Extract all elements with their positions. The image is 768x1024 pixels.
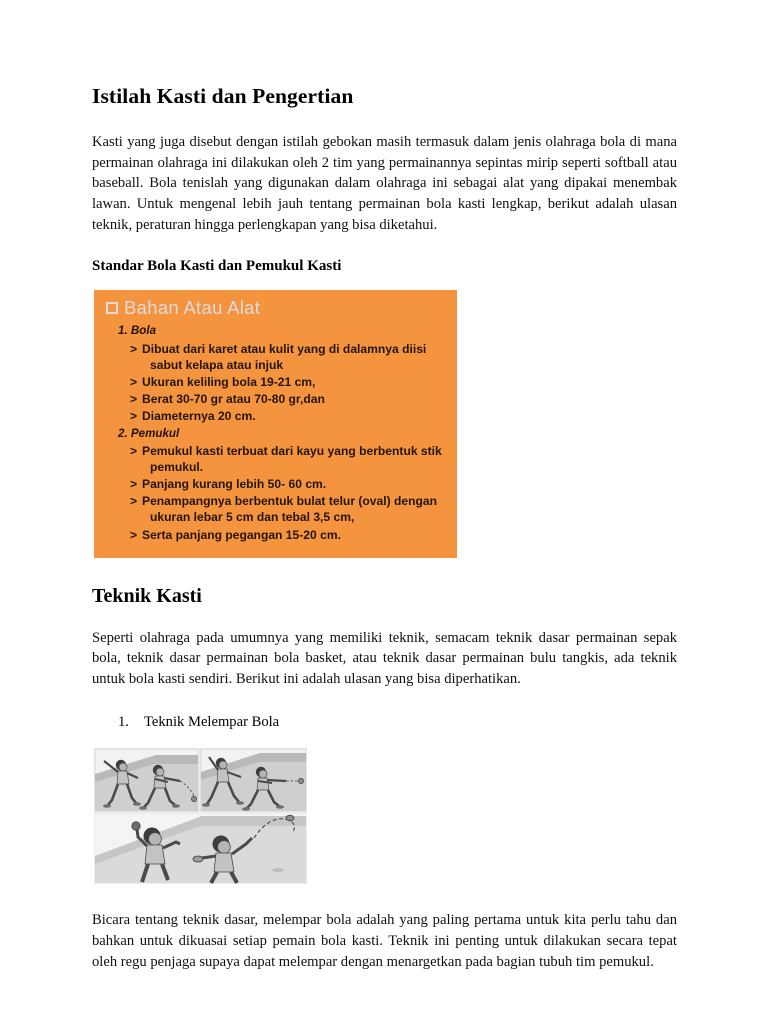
list-item-continuation: pemukul.: [150, 460, 204, 475]
section-paragraph: Seperti olahraga pada umumnya yang memiliki teknik, semacam teknik dasar permainan sepak bola, teknik dasar permainan bola basket, atau teknik dasar permainan bulu tangkis, ada teknik untuk bola kasti sendiri. Berikut ini adalah ulasan yang bisa diperhatikan.: [92, 629, 677, 688]
list-item: [118, 712, 684, 732]
illustration-graphic: [94, 748, 307, 884]
info-item-list: [104, 341, 447, 424]
list-item-text: Serta panjang pegangan 15-20 cm.: [142, 527, 341, 542]
gt-marker: >: [130, 477, 138, 492]
gt-marker: >: [130, 375, 138, 390]
info-group-label: 2. Pemukul: [118, 426, 180, 440]
list-item-label: Teknik Melempar Bola: [144, 713, 280, 730]
list-item-text: Ukuran keliling bola 19-21 cm,: [142, 375, 316, 390]
info-box-title: [106, 298, 447, 318]
sub-heading: Standar Bola Kasti dan Pemukul Kasti: [92, 258, 342, 275]
list-item: [104, 341, 447, 373]
info-group-bola: [104, 323, 447, 424]
info-box-title-text: Bahan Atau Alat: [124, 297, 261, 319]
info-group-pemukul: [104, 426, 447, 543]
list-item: [104, 408, 447, 424]
materials-info-box: [94, 290, 457, 557]
gt-marker: >: [130, 444, 138, 459]
gt-marker: >: [130, 527, 138, 542]
list-item: [104, 443, 447, 475]
list-item-text: Panjang kurang lebih 50- 60 cm.: [142, 477, 327, 492]
gt-marker: >: [130, 409, 138, 424]
info-item-list: [104, 443, 447, 542]
list-item-number: 1.: [118, 713, 129, 730]
page-title: Istilah Kasti dan Pengertian: [92, 84, 354, 108]
list-item-text: Dibuat dari karet atau kulit yang di dalamnya diisi: [142, 342, 427, 357]
list-item-continuation: ukuran lebar 5 cm dan tebal 3,5 cm,: [150, 510, 355, 525]
technique-list: [92, 712, 684, 732]
section-title: Teknik Kasti: [92, 584, 202, 607]
gt-marker: >: [130, 494, 138, 509]
list-item: [104, 391, 447, 407]
list-item: [104, 493, 447, 525]
closing-paragraph: Bicara tentang teknik dasar, melempar bola adalah yang paling pertama untuk kita perlu tahu dan bahkan untuk dikuasai setiap pemain bola kasti. Teknik ini penting untuk dilakukan secara tepat oleh regu penjaga supaya dapat melempar dengan menargetkan pada bagian tubuh tim pemukul.: [92, 912, 677, 970]
gt-marker: >: [130, 342, 138, 357]
empty-square-icon: [106, 302, 118, 314]
intro-paragraph: Kasti yang juga disebut dengan istilah gebokan masih termasuk dalam jenis olahraga bola di mana permainan olahraga ini dilakukan oleh 2 tim yang permainannya sepintas mirip seperti softball atau baseball. Bola tenislah yang digunakan dalam olahraga ini sebagai alat yang dipakai menembak lawan. Untuk mengenal lebih jauh tentang permainan bola kasti lengkap, berikut adalah ulasan teknik, peraturan hingga perlengkapan yang bisa diketahui.: [92, 133, 677, 233]
list-item: [104, 476, 447, 492]
throwing-technique-illustration: [94, 748, 307, 884]
list-item-text: Pemukul kasti terbuat dari kayu yang berbentuk stik: [142, 444, 442, 459]
list-item-text: Diameternya 20 cm.: [142, 409, 256, 424]
list-item-text: Penampangnya berbentuk bulat telur (oval) dengan: [142, 494, 437, 509]
list-item-text: Berat 30-70 gr atau 70-80 gr,dan: [142, 392, 325, 407]
list-item: [104, 527, 447, 543]
gt-marker: >: [130, 392, 138, 407]
list-item-continuation: sabut kelapa atau injuk: [150, 358, 284, 373]
info-group-label: 1. Bola: [118, 324, 157, 338]
list-item: [104, 374, 447, 390]
